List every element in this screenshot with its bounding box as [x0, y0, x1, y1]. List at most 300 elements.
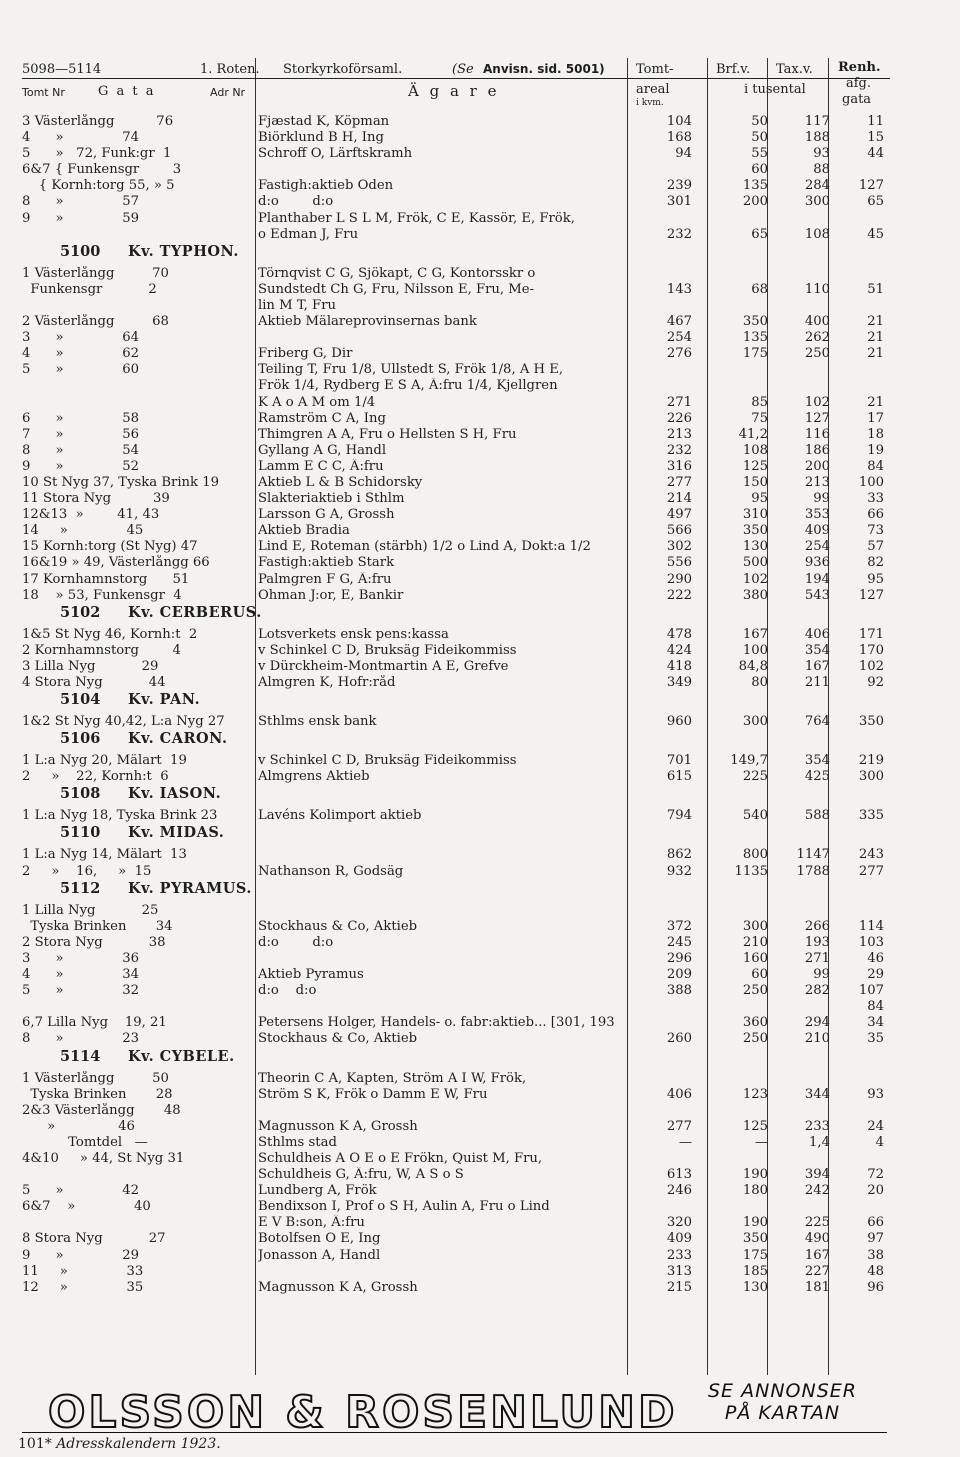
property-row: [0, 1087, 960, 1103]
owner-name: v Schinkel C D, Bruksäg Fideikommiss: [258, 753, 517, 769]
street-cleaning-fee: 24: [867, 1118, 884, 1134]
street-cleaning-fee: 277: [858, 863, 884, 879]
lot-address: 2 » 16, » 15: [22, 863, 152, 879]
tax-value: 88: [813, 162, 830, 178]
tax-value: 588: [804, 808, 830, 824]
lot-address: 5 » 32: [22, 983, 140, 999]
fire-insurance-value: 185: [742, 1263, 768, 1279]
owner-name: Almgren K, Hofr:råd: [258, 675, 396, 690]
property-row: [0, 659, 960, 675]
tax-value: 210: [804, 1031, 830, 1047]
block-number: 5104: [60, 691, 101, 709]
lot-area: 960: [666, 714, 692, 730]
lot-area: 222: [666, 587, 692, 603]
fire-insurance-value: 180: [742, 1183, 768, 1199]
fire-insurance-value: 130: [742, 539, 768, 555]
property-row: [0, 227, 960, 243]
street-cleaning-fee: 21: [867, 330, 884, 346]
tax-value: 282: [804, 983, 830, 999]
header-brfv: Brf.v.: [716, 62, 751, 77]
fire-insurance-value: 65: [751, 226, 768, 242]
lot-area: 143: [666, 281, 692, 297]
owner-name: Lind E, Roteman (stärbh) 1/2 o Lind A, Dokt:a 1/2: [258, 539, 591, 555]
property-row: [0, 983, 960, 999]
block-number: 5112: [60, 879, 101, 897]
lot-area: —: [678, 1134, 692, 1150]
block-name: Kv. TYPHON.: [128, 242, 239, 260]
lot-address: 9 » 29: [22, 1247, 140, 1263]
owner-name: Biörklund B H, Ing: [258, 130, 384, 146]
fire-insurance-value: 175: [742, 346, 768, 362]
lot-address: Tomtdel —: [22, 1134, 148, 1150]
street-cleaning-fee: 72: [867, 1167, 884, 1183]
lot-area: 388: [666, 983, 692, 999]
property-row: [0, 1280, 960, 1296]
property-row: [0, 475, 960, 491]
property-row: [0, 459, 960, 475]
property-row: [0, 919, 960, 935]
lot-area: 226: [666, 410, 692, 426]
fire-insurance-value: 123: [742, 1086, 768, 1102]
header-tomt: Tomt-: [636, 62, 674, 77]
property-list: [0, 114, 960, 1296]
lot-area: 478: [666, 626, 692, 642]
lot-area: 467: [666, 314, 692, 330]
advertiser-logo: OLSSON & ROSENLUND: [48, 1387, 678, 1438]
property-row: [0, 1215, 960, 1231]
fire-insurance-value: 360: [742, 1015, 768, 1031]
lot-address: 3 Västerlångg 76: [22, 114, 174, 129]
property-row: [0, 864, 960, 880]
lot-address: 2 Stora Nyg 38: [22, 934, 166, 950]
fire-insurance-value: —: [754, 1134, 768, 1150]
fire-insurance-value: 50: [751, 130, 768, 146]
fire-insurance-value: 75: [751, 410, 768, 426]
tax-value: 266: [804, 918, 830, 934]
lot-area: 239: [666, 178, 692, 194]
property-row: [0, 114, 960, 130]
tax-value: 181: [804, 1279, 830, 1295]
street-cleaning-fee: 38: [867, 1247, 884, 1263]
fire-insurance-value: 310: [742, 507, 768, 523]
property-row: [0, 627, 960, 643]
header-taxv: Tax.v.: [776, 62, 813, 77]
property-row: [0, 523, 960, 539]
fire-insurance-value: 350: [742, 523, 768, 539]
fire-insurance-value: 540: [742, 808, 768, 824]
block-heading: [0, 1048, 960, 1071]
tax-value: 353: [804, 507, 830, 523]
lot-area: 232: [666, 226, 692, 242]
property-row: [0, 1071, 960, 1087]
lot-address: 17 Kornhamnstorg 51: [22, 571, 190, 587]
tax-value: 108: [804, 226, 830, 242]
owner-name: Planthaber L S L M, Frök, C E, Kassör, E, Frök,: [258, 210, 575, 226]
block-name: Kv. CERBERUS.: [128, 603, 262, 621]
footer-rule: [22, 1432, 887, 1433]
lot-address: Tyska Brinken 28: [22, 1086, 173, 1102]
owner-name: Bendixson I, Prof o S H, Aulin A, Fru o Lind: [258, 1199, 550, 1215]
lot-address: 8 » 23: [22, 1031, 140, 1047]
street-cleaning-fee: 51: [867, 281, 884, 297]
lot-area: 794: [666, 808, 692, 824]
owner-name: Palmgren F G, Ä:fru: [258, 571, 392, 587]
street-cleaning-fee: 21: [867, 314, 884, 330]
street-cleaning-fee: 45: [867, 226, 884, 242]
see-prefix: (Se: [452, 62, 474, 77]
street-cleaning-fee: 93: [867, 1086, 884, 1102]
owner-name: Fastigh:aktieb Oden: [258, 178, 394, 194]
tax-value: 167: [804, 1247, 830, 1263]
tax-value: 294: [804, 1015, 830, 1031]
fire-insurance-value: 300: [742, 918, 768, 934]
fire-insurance-value: 150: [742, 474, 768, 490]
lot-address: 4 » 34: [22, 967, 140, 983]
lot-address: 3 » 36: [22, 950, 140, 966]
lot-address: 1 L:a Nyg 14, Mälart 13: [22, 847, 187, 863]
fire-insurance-value: 350: [742, 1231, 768, 1247]
block-number: 5114: [60, 1047, 101, 1065]
street-cleaning-fee: 66: [867, 1215, 884, 1231]
lot-address: 4&10 » 44, St Nyg 31: [22, 1150, 185, 1166]
fire-insurance-value: 95: [751, 491, 768, 507]
property-row: [0, 346, 960, 362]
property-row: [0, 194, 960, 210]
owner-name: Schroff O, Lärftskramh: [258, 146, 413, 162]
tax-value: 116: [804, 426, 830, 442]
street-cleaning-fee: 107: [858, 983, 884, 999]
property-row: [0, 211, 960, 227]
owner-name: Sundstedt Ch G, Fru, Nilsson E, Fru, Me-: [258, 281, 535, 297]
owner-name: Lotsverkets ensk pens:kassa: [258, 626, 449, 642]
owner-name: Slakteriaktieb i Sthlm: [258, 491, 405, 507]
property-row: [0, 808, 960, 824]
owner-name: d:o d:o: [258, 983, 317, 999]
owner-name: Lundberg A, Frök: [258, 1183, 377, 1199]
tax-value: 227: [804, 1263, 830, 1279]
fire-insurance-value: 350: [742, 314, 768, 330]
owner-name: d:o d:o: [258, 194, 334, 210]
street-cleaning-fee: 92: [867, 675, 884, 690]
street-cleaning-fee: 97: [867, 1231, 884, 1247]
street-cleaning-fee: 96: [867, 1279, 884, 1295]
street-cleaning-fee: 84: [867, 458, 884, 474]
lot-address: 1 Västerlångg 70: [22, 265, 169, 281]
street-cleaning-fee: 35: [867, 1031, 884, 1047]
block-number: 5110: [60, 824, 101, 842]
street-cleaning-fee: 335: [858, 808, 884, 824]
property-row: [0, 847, 960, 863]
street-cleaning-fee: 19: [867, 442, 884, 458]
lot-address: 15 Kornh:torg (St Nyg) 47: [22, 539, 198, 555]
tax-value: 110: [804, 281, 830, 297]
street-cleaning-fee: 15: [867, 130, 884, 146]
lot-area: 613: [666, 1167, 692, 1183]
lot-address: 8 Stora Nyg 27: [22, 1231, 166, 1247]
owner-name: Theorin C A, Kapten, Ström A I W, Frök,: [258, 1070, 527, 1086]
lot-area: 301: [666, 194, 692, 210]
lot-area: 254: [666, 330, 692, 346]
calendar-title: Adresskalendern 1923.: [56, 1436, 221, 1452]
street-cleaning-fee: 219: [858, 753, 884, 769]
fire-insurance-value: 210: [742, 934, 768, 950]
tax-value: 211: [804, 675, 830, 690]
lot-area: 424: [666, 642, 692, 658]
roten-label: 1. Roten.: [200, 62, 260, 77]
block-heading: [0, 691, 960, 714]
owner-name: Öhman J:or, E, Bankir: [258, 587, 404, 603]
street-cleaning-fee: 102: [858, 658, 884, 674]
owner-name: Aktieb Pyramus: [258, 967, 364, 983]
owner-name: Törnqvist C G, Sjökapt, C G, Kontorsskr o: [258, 265, 536, 281]
owner-name: Magnusson K A, Grossh: [258, 1279, 418, 1295]
lot-address: 11 » 33: [22, 1263, 144, 1279]
header-kvm: i kvm.: [636, 98, 664, 108]
property-row: [0, 555, 960, 571]
fire-insurance-value: 1135: [734, 863, 768, 879]
block-heading: [0, 824, 960, 847]
tax-value: 425: [804, 769, 830, 785]
street-cleaning-fee: 21: [867, 394, 884, 410]
owner-name: Gyllang A G, Handl: [258, 442, 387, 458]
lot-address: 1 Lilla Nyg 25: [22, 902, 159, 918]
fire-insurance-value: 102: [742, 571, 768, 587]
page-number: 101*: [18, 1436, 52, 1452]
lot-address: 7 » 56: [22, 426, 140, 442]
lot-address: 3 Lilla Nyg 29: [22, 658, 159, 674]
owner-name: E V B:son, Ä:fru: [258, 1215, 365, 1231]
lot-address: { Kornh:torg 55, » 5: [22, 178, 175, 194]
lot-address: 1 L:a Nyg 18, Tyska Brink 23: [22, 808, 218, 824]
block-name: Kv. MIDAS.: [128, 824, 225, 842]
owner-name: Stockhaus & Co, Aktieb: [258, 918, 418, 934]
tax-value: 99: [813, 967, 830, 983]
tax-value: 400: [804, 314, 830, 330]
property-row: [0, 588, 960, 604]
fire-insurance-value: 80: [751, 675, 768, 690]
header-agare: Ä g a r e: [408, 82, 500, 100]
property-row: [0, 507, 960, 523]
owner-name: Thimgren A A, Fru o Hellsten S H, Fru: [258, 426, 517, 442]
lot-address: 16&19 » 49, Västerlångg 66: [22, 555, 210, 571]
fire-insurance-value: 500: [742, 555, 768, 571]
lot-address: 1 L:a Nyg 20, Mälart 19: [22, 753, 187, 769]
lot-address: 12 » 35: [22, 1279, 144, 1295]
lot-address: 2 Kornhamnstorg 4: [22, 642, 181, 658]
page-range: 5098—5114: [22, 62, 102, 77]
street-cleaning-fee: 65: [867, 194, 884, 210]
lot-area: 556: [666, 555, 692, 571]
lot-area: 271: [666, 394, 692, 410]
tax-value: 188: [804, 130, 830, 146]
property-row: [0, 769, 960, 785]
property-row: [0, 999, 960, 1015]
street-cleaning-fee: 100: [858, 474, 884, 490]
fire-insurance-value: 135: [742, 330, 768, 346]
tax-value: 167: [804, 658, 830, 674]
header-gata: G a t a: [98, 84, 156, 99]
fire-insurance-value: 84,8: [738, 658, 768, 674]
owner-name: Magnusson K A, Grossh: [258, 1118, 418, 1134]
tax-value: 936: [804, 555, 830, 571]
tax-value: 213: [804, 474, 830, 490]
property-row: [0, 539, 960, 555]
property-row: [0, 675, 960, 691]
fire-insurance-value: 200: [742, 194, 768, 210]
property-row: [0, 1183, 960, 1199]
tax-value: 394: [804, 1167, 830, 1183]
lot-address: 5 » 60: [22, 362, 140, 378]
tax-value: 99: [813, 491, 830, 507]
street-cleaning-fee: 20: [867, 1183, 884, 1199]
block-number: 5108: [60, 785, 101, 803]
street-cleaning-fee: 95: [867, 571, 884, 587]
tax-value: 102: [804, 394, 830, 410]
lot-area: 290: [666, 571, 692, 587]
lot-address: 10 St Nyg 37, Tyska Brink 19: [22, 474, 220, 490]
owner-name: v Schinkel C D, Bruksäg Fideikommiss: [258, 642, 517, 658]
header-tusental: i tusental: [744, 82, 806, 97]
tax-value: 200: [804, 458, 830, 474]
property-row: [0, 314, 960, 330]
lot-area: 316: [666, 458, 692, 474]
property-row: [0, 443, 960, 459]
property-row: [0, 282, 960, 298]
street-cleaning-fee: 127: [858, 587, 884, 603]
owner-name: Sthlms stad: [258, 1134, 337, 1150]
lot-address: 4 » 74: [22, 130, 140, 146]
fire-insurance-value: 380: [742, 587, 768, 603]
lot-area: 296: [666, 950, 692, 966]
street-cleaning-fee: 29: [867, 967, 884, 983]
street-cleaning-fee: 300: [858, 769, 884, 785]
block-number: 5102: [60, 603, 101, 621]
lot-address: 3 » 64: [22, 330, 140, 346]
fire-insurance-value: 135: [742, 178, 768, 194]
property-row: [0, 330, 960, 346]
owner-name: Fjæstad K, Köpman: [258, 114, 390, 129]
lot-address: 5 » 72, Funk:gr 1: [22, 146, 172, 162]
street-cleaning-fee: 243: [858, 847, 884, 863]
lot-area: 214: [666, 491, 692, 507]
block-number: 5106: [60, 730, 101, 748]
lot-area: 862: [666, 847, 692, 863]
tax-value: 233: [804, 1118, 830, 1134]
owner-name: Schuldheis G, Ä:fru, W, A S o S: [258, 1167, 464, 1183]
parish-label: Storkyrkoförsaml.: [283, 62, 403, 77]
lot-area: 233: [666, 1247, 692, 1263]
lot-area: 701: [666, 753, 692, 769]
lot-area: 168: [666, 130, 692, 146]
tax-value: 117: [804, 114, 830, 129]
lot-address: 2 Västerlångg 68: [22, 314, 169, 330]
tax-value: 284: [804, 178, 830, 194]
tax-value: 354: [804, 642, 830, 658]
tax-value: 242: [804, 1183, 830, 1199]
lot-area: 349: [666, 675, 692, 690]
property-row: [0, 298, 960, 314]
property-row: [0, 162, 960, 178]
header-rule: [22, 78, 890, 79]
lot-address: 6&7 » 40: [22, 1199, 151, 1215]
property-row: [0, 967, 960, 983]
fire-insurance-value: 225: [742, 769, 768, 785]
street-cleaning-fee: 350: [858, 714, 884, 730]
tax-value: 1147: [796, 847, 830, 863]
property-row: [0, 572, 960, 588]
owner-name: Aktieb Mälareprovinsernas bank: [258, 314, 477, 330]
lot-area: 104: [666, 114, 692, 129]
lot-address: 4 Stora Nyg 44: [22, 675, 166, 690]
block-name: Kv. CYBELE.: [128, 1047, 235, 1065]
property-row: [0, 1231, 960, 1247]
property-row: [0, 1015, 960, 1031]
tax-value: 127: [804, 410, 830, 426]
fire-insurance-value: 68: [751, 281, 768, 297]
fire-insurance-value: 190: [742, 1167, 768, 1183]
street-cleaning-fee: 84: [867, 999, 884, 1015]
property-row: [0, 1167, 960, 1183]
lot-area: 497: [666, 507, 692, 523]
block-heading: [0, 785, 960, 808]
header-adr-nr: Adr Nr: [210, 86, 246, 99]
owner-name: Ström S K, Frök o Damm E W, Fru: [258, 1086, 488, 1102]
lot-area: 932: [666, 863, 692, 879]
block-name: Kv. CARON.: [128, 730, 228, 748]
lot-area: 302: [666, 539, 692, 555]
street-cleaning-fee: 103: [858, 934, 884, 950]
lot-address: 6,7 Lilla Nyg 19, 21: [22, 1015, 167, 1031]
block-name: Kv. PAN.: [128, 691, 201, 709]
property-row: [0, 951, 960, 967]
block-heading: [0, 243, 960, 266]
block-heading: [0, 880, 960, 903]
fire-insurance-value: 300: [742, 714, 768, 730]
lot-area: 372: [666, 918, 692, 934]
lot-area: 215: [666, 1279, 692, 1295]
street-cleaning-fee: 4: [875, 1134, 884, 1150]
owner-name: v Dürckheim-Montmartin A E, Grefve: [258, 658, 509, 674]
owner-name: Stockhaus & Co, Aktieb: [258, 1031, 418, 1047]
property-row: [0, 714, 960, 730]
owner-name: Schuldheis A O E o E Frökn, Quist M, Fru,: [258, 1150, 543, 1166]
fire-insurance-value: 50: [751, 114, 768, 129]
property-row: [0, 643, 960, 659]
street-cleaning-fee: 21: [867, 346, 884, 362]
property-row: [0, 1031, 960, 1047]
street-cleaning-fee: 11: [867, 114, 884, 129]
street-cleaning-fee: 127: [858, 178, 884, 194]
lot-area: 320: [666, 1215, 692, 1231]
owner-name: Lamm E C C, Ä:fru: [258, 458, 384, 474]
fire-insurance-value: 85: [751, 394, 768, 410]
owner-name: Ramström C A, Ing: [258, 410, 386, 426]
tax-value: 406: [804, 626, 830, 642]
fire-insurance-value: 800: [742, 847, 768, 863]
lot-area: 406: [666, 1086, 692, 1102]
lot-address: 18 » 53, Funkensgr 4: [22, 587, 182, 603]
fire-insurance-value: 167: [742, 626, 768, 642]
lot-area: 213: [666, 426, 692, 442]
fire-insurance-value: 125: [742, 458, 768, 474]
lot-area: 260: [666, 1031, 692, 1047]
street-cleaning-fee: 73: [867, 523, 884, 539]
tax-value: 186: [804, 442, 830, 458]
fire-insurance-value: 190: [742, 1215, 768, 1231]
lot-area: 277: [666, 474, 692, 490]
property-row: [0, 1248, 960, 1264]
property-row: [0, 178, 960, 194]
